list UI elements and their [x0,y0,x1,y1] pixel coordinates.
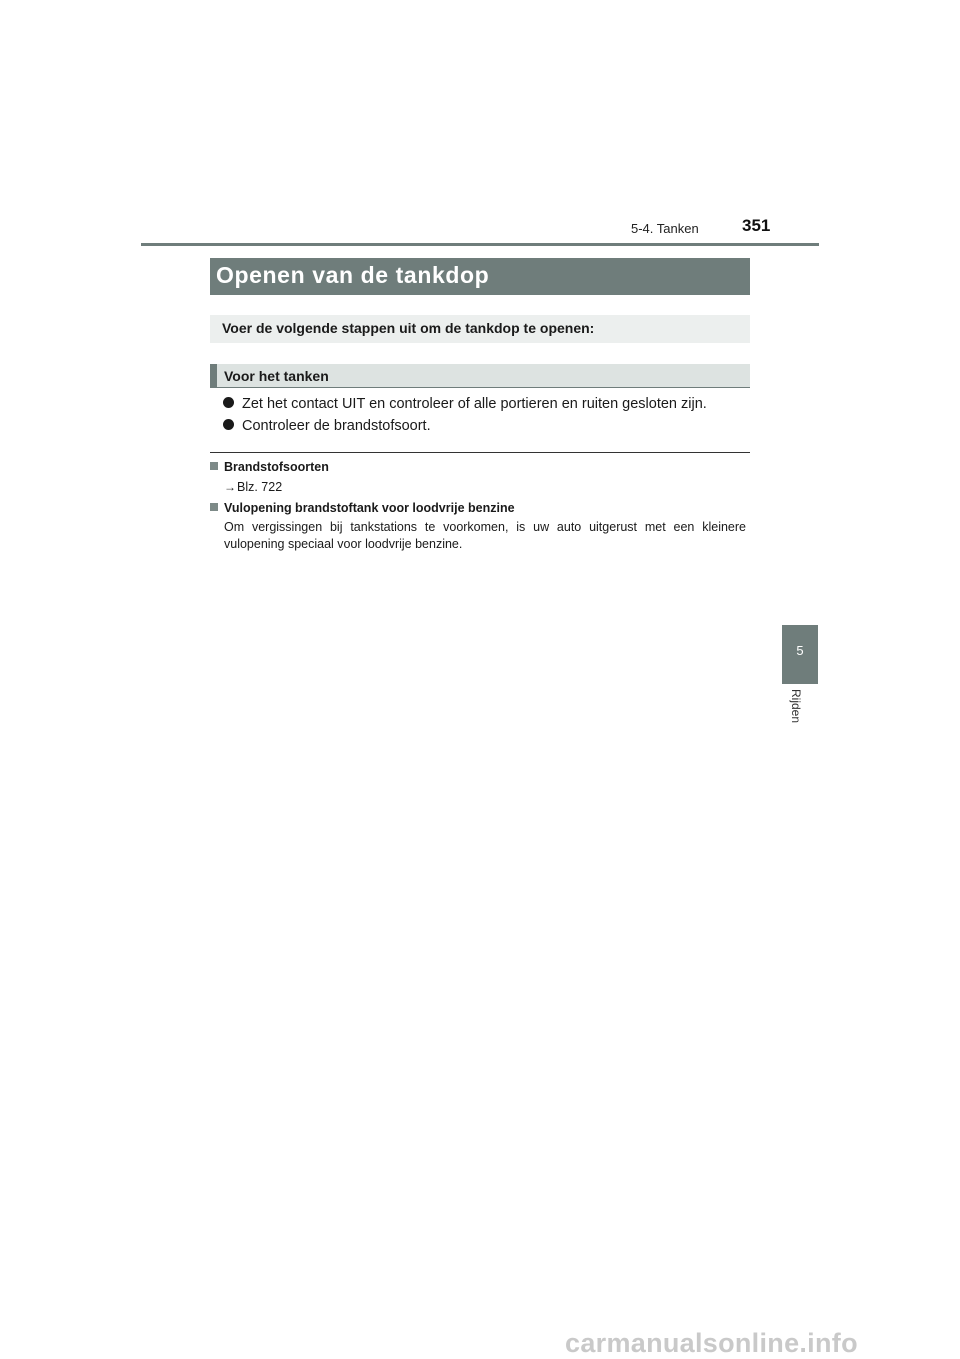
intro-box [210,315,750,343]
note-body: Om vergissingen bij tankstations te voorkomen, is uw auto uitgerust met een kleinere vulopening speciaal voor loodvrije benzine. [224,520,746,551]
subsection-accent [210,364,217,387]
page-reference[interactable] [224,480,282,494]
chapter-tab [782,625,818,684]
subsection-title: Voor het tanken [224,368,329,384]
page-reference-text[interactable]: Blz. 722 [237,480,283,494]
bullet-dot-icon [223,397,234,408]
section-title: 5-4. Tanken [631,221,699,236]
note-heading-text: Vulopening brandstoftank voor loodvrije benzine [224,501,515,515]
bullet-item [223,396,707,412]
note-heading-text: Brandstofsoorten [224,460,329,474]
chapter-label: Rijden [789,689,803,724]
note-heading [210,460,329,474]
chapter-label-container [789,689,803,733]
page-number: 351 [742,216,771,235]
header-divider [141,243,819,246]
bullet-item [223,418,431,434]
bullet-text: Zet het contact UIT en controleer of alle portieren en ruiten gesloten zijn. [242,396,707,412]
bullet-text: Controleer de brandstofsoort. [242,418,431,434]
page-title: Openen van de tankdop [216,262,490,288]
subsection-header [210,364,750,388]
page-title-bar [210,258,750,295]
square-bullet-icon [210,503,218,511]
arrow-right-icon: → [224,480,236,494]
section-divider [210,452,750,453]
bullet-dot-icon [223,419,234,430]
chapter-number: 5 [796,643,804,658]
watermark: carmanualsonline.info [565,1328,858,1358]
intro-text: Voer de volgende stappen uit om de tankdop te openen: [222,320,595,336]
note-heading [210,501,515,515]
square-bullet-icon [210,462,218,470]
